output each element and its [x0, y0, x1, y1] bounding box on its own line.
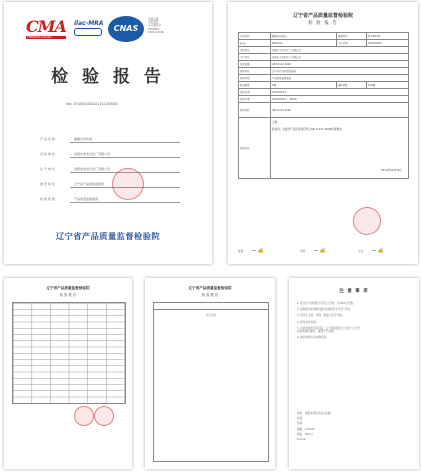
page-title: 检 验 报 告	[201, 293, 219, 297]
page-header: 辽宁省产品质量监督检验院	[188, 286, 232, 290]
cma-logo: CMA 1986201110101	[26, 17, 66, 39]
table-row: 生产单位 沈阳市金龙石化厂有限公司	[239, 54, 409, 61]
report-cover-page	[4, 2, 212, 264]
ilac-mra-logo: ilac-MRA	[74, 20, 104, 38]
page-header: 辽宁省产品质量监督检验院	[292, 13, 353, 19]
table-row: 检验日期 2010/09/24 — 09/30	[239, 96, 409, 103]
cnas-logo: CNAS	[108, 16, 144, 42]
cover-field-row: 受 检 单 位 沈阳市金龙石化厂有限公司	[40, 148, 180, 163]
table-row: 产品名称 耐磨自动机油 规格型号 SJ 15W-40	[239, 33, 409, 40]
report-notes-page	[289, 278, 419, 469]
notes-title: 注 意 事 项	[339, 289, 369, 294]
cover-field-row: 委 托 单 位 辽宁省产品质量监督局	[40, 178, 180, 193]
list-item: 1. 报告无“检验报告专用章”无效，无CMA章无效。	[297, 302, 356, 305]
cover-field-row: 检 验 类 别 产品质量监督抽查	[40, 193, 180, 208]
table-row: 样品数量 2桶 抽样基数 100桶	[239, 82, 409, 89]
table-row: 委托单位 辽宁省产品质量监督局	[239, 68, 409, 75]
table-row: 受检单位 沈阳市金龙石化厂有限公司	[239, 47, 409, 54]
page-header: 辽宁省产品质量监督检验院	[46, 286, 90, 290]
signature-row: 批准 ~ ✍ 审核 ~ ✍ 主检 ~ ✍	[238, 248, 385, 254]
cover-fields	[40, 133, 180, 208]
page-title: 检 验 报 告	[308, 21, 338, 26]
report-data-page	[4, 278, 132, 469]
list-item: 4. 报告涂改无效。	[297, 320, 319, 324]
cover-field-row: 生 产 单 位 沈阳市金龙石化厂有限公司	[40, 163, 180, 178]
report-number: No: 2010D10D10121130020	[66, 102, 118, 106]
list-item: 向检验单位提出，逾期不予受理。	[297, 330, 336, 334]
report-title: 检 验 报 告	[51, 67, 165, 87]
table-row: 检验类别 产品质量监督抽查	[239, 75, 409, 82]
blank-table-frame: 以下空白	[153, 302, 269, 462]
table-row: 商 标 Rhelmeo 生产日期 2010/09/22	[239, 40, 409, 47]
summary-table	[238, 32, 409, 179]
list-item: 2. 复制报告未重新加盖“检验报告专用章”无效。	[297, 308, 353, 312]
handwritten-signature: ~ ✍	[252, 248, 265, 254]
handwritten-signature: ~ ✍	[372, 248, 385, 254]
notes-list	[297, 302, 413, 339]
seal-pair	[74, 406, 114, 426]
red-stamp-seal	[112, 168, 144, 200]
table-row: 送样日期 2010/09/24	[239, 89, 409, 96]
data-table-grid	[12, 302, 126, 404]
handwritten-signature: ~ ✍	[314, 248, 327, 254]
red-stamp-seal	[353, 207, 381, 235]
cover-field-row: 产 品 名 称 耐磨自动机油	[40, 133, 180, 148]
list-item: 3. 报告无主检、审核、批准人签字无效。	[297, 314, 345, 318]
list-item: 6. 委托检验仅对来样负责。	[297, 336, 329, 340]
institute-name: 辽宁省产品质量监督检验院	[55, 231, 161, 241]
page-title: 检 验 报 告	[59, 293, 77, 297]
list-item: 5. 对检验报告若有异议，应于收到报告之日起十五日内	[297, 326, 360, 330]
table-row: 检验结论 合格 经检验，该批次产品所检项目符合GB 11121-2006标准要求。 2010年09月30日	[239, 118, 409, 179]
table-row: 检验项目 GB 11121-2006	[239, 103, 409, 118]
table-row: 检验依据 GB 11121-2006	[239, 61, 409, 68]
report-summary-page	[228, 2, 418, 264]
report-blank-page	[145, 278, 275, 469]
cnas-description: 中国合格 评定国家 认可委员会 TESTING CNAS L0190	[148, 18, 165, 34]
address-block: 地址：沈阳市皇姑区崇山东路 电话： 传真： 邮编：110032 网址：http:// E-mail：	[297, 412, 331, 442]
